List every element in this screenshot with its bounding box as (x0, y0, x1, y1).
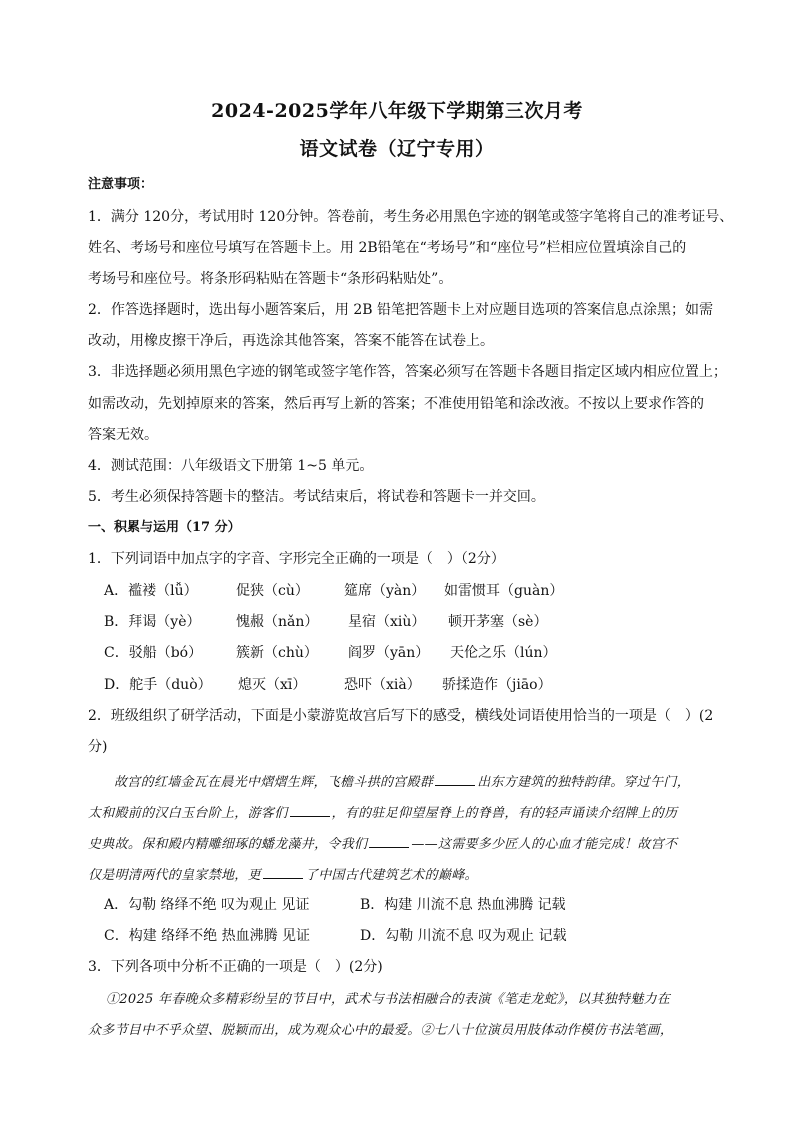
option-item: B．构建 川流不息 热血沸腾 记载 (360, 897, 566, 913)
option-item: 星宿（xiù） (348, 614, 426, 630)
question-2-stem: 2．班级组织了研学活动，下面是小蒙游览故宫后写下的感受，横线处词语使用恰当的一项是（ ）(2 (88, 708, 714, 724)
option-item: B．拜谒（yè） (104, 614, 201, 630)
question-1-stem: 1．下列词语中加点字的字音、字形完全正确的一项是（ ）（2分） (88, 551, 505, 567)
exam-title: 2024-2025学年八年级下学期第三次月考 (211, 100, 583, 122)
passage-text: 了中国古代建筑艺术的巅峰。 (304, 868, 478, 883)
answer-blank (263, 864, 303, 879)
passage-line (88, 864, 710, 886)
answer-blank (435, 771, 475, 786)
option-item: 顿开茅塞（sè） (448, 614, 548, 630)
option-item: C．构建 络绎不绝 热血沸腾 见证 (104, 928, 311, 944)
notes-line: 4．测试范围：八年级语文下册第 1~5 单元。 (88, 458, 374, 474)
option-item: A．褴褛（lǚ） (104, 583, 198, 599)
exam-subtitle: 语文试卷（辽宁专用） (299, 138, 495, 160)
notes-line: 2．作答选择题时，选出每小题答案后，用 2B 铅笔把答题卡上对应题目选项的答案信息点涂黑；如需 (88, 302, 714, 318)
notes-heading: 注意事项： (88, 177, 154, 192)
passage-text: 出东方建筑的独特韵律。穿过午门， (477, 775, 691, 790)
passage-text: 史典故。保和殿内精雕细琢的蟠龙藻井，令我们 (88, 837, 368, 852)
option-item: 天伦之乐（lún） (450, 645, 557, 661)
notes-line: 1．满分 120分，考试用时 120分钟。答卷前，考生务必用黑色字迹的钢笔或签字笔将自己的准考证号、 (88, 209, 734, 225)
option-item: 如雷惯耳（guàn） (444, 583, 564, 599)
option-item: 愧赧（nǎn） (236, 614, 319, 630)
answer-blank (369, 833, 409, 848)
option-item: 阎罗（yān） (348, 645, 430, 661)
option-item: C．驳船（bó） (104, 645, 203, 661)
option-item: D．舵手（duò） (104, 677, 212, 693)
option-item: 簇新（chù） (236, 645, 318, 661)
question-3-stem: 3．下列各项中分析不正确的一项是（ ）(2分) (88, 959, 383, 975)
notes-line: 3．非选择题必须用黑色字迹的钢笔或签字笔作答，答案必须写在答题卡各题目指定区域内相应位置上； (88, 364, 727, 380)
notes-line: 姓名、考场号和座位号填写在答题卡上。用 2B铅笔在“考场号”和“座位号”栏相应位置填涂自己的 (88, 240, 687, 256)
answer-blank (290, 802, 330, 817)
option-item: 恐吓（xià） (344, 677, 421, 693)
option-item: A．勾勒 络绎不绝 叹为观止 见证 (104, 897, 310, 913)
passage-text: 太和殿前的汉白玉台阶上，游客们 (88, 806, 288, 821)
notes-line: 如需改动，先划掉原来的答案，然后再写上新的答案；不准使用铅笔和涂改液。不按以上要求作答的 (88, 396, 704, 412)
option-item: 筵席（yàn） (344, 583, 426, 599)
passage-text: 故宫的红墙金瓦在晨光中熠熠生辉，飞檐斗拱的宫殿群 (114, 775, 434, 790)
option-item: D．勾勒 川流不息 叹为观止 记载 (360, 928, 567, 944)
notes-line: 考场号和座位号。将条形码粘贴在答题卡“条形码粘贴处”。 (88, 271, 453, 287)
notes-line: 5．考生必须保持答题卡的整洁。考试结束后，将试卷和答题卡一并交回。 (88, 489, 545, 505)
option-item: 促狭（cù） (236, 583, 309, 599)
passage-text: 仅是明清两代的皇家禁地，更 (88, 868, 261, 883)
passage-line (88, 802, 710, 824)
passage-line: 众多节目中不乎众望、脱颖而出，成为观众心中的最爱。②七八十位演员用肢体动作模仿书法笔画， (88, 1023, 674, 1038)
passage-line (88, 771, 710, 793)
option-item: 骄揉造作（jiāo） (442, 677, 552, 693)
notes-line: 改动，用橡皮擦干净后，再选涂其他答案，答案不能答在试卷上。 (88, 333, 494, 349)
passage-text: ——这需要多少匠人的心血才能完成！故宫不 (411, 837, 678, 852)
passage-text: ，有的驻足仰望屋脊上的脊兽，有的轻声诵读介绍牌上的历 (331, 806, 678, 821)
section-heading: 一、积累与运用（17 分） (88, 520, 241, 535)
passage-line: ①2025 年春晚众多精彩纷呈的节目中，武术与书法相融合的表演《笔走龙蛇》，以其独特魅力在 (106, 992, 671, 1007)
notes-line: 答案无效。 (88, 427, 158, 443)
option-item: 熄灭（xī） (238, 677, 307, 693)
passage-line (88, 833, 710, 855)
question-2-stem-cont: 分) (88, 739, 108, 755)
